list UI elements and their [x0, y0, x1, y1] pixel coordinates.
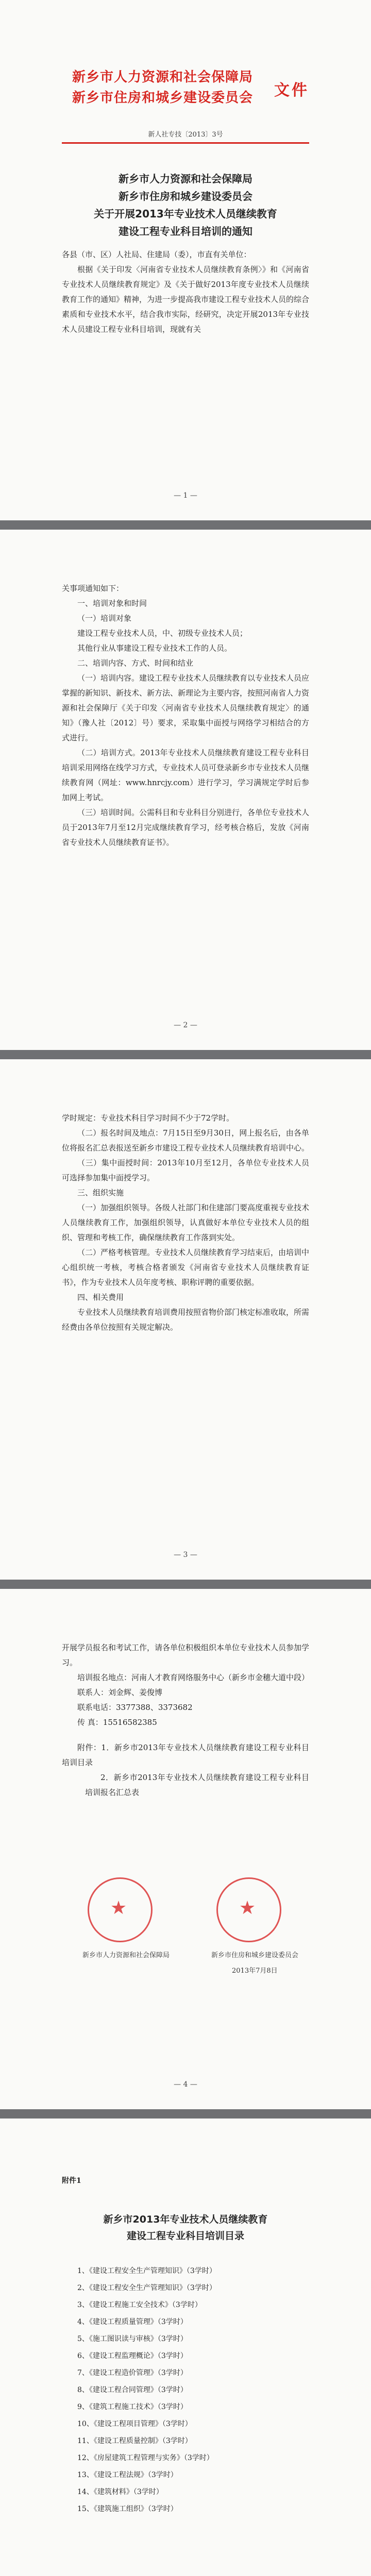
paragraph: 关事项通知如下：	[62, 584, 124, 593]
list-item: 15、《建筑施工组织》（3学时）	[77, 2505, 178, 2513]
section-heading: 二、培训内容、方式、时间和结业	[77, 658, 194, 668]
seal-caption-2: 新乡市住房和城乡建设委员会	[211, 1952, 299, 1959]
paragraph: 开展学员报名和考试工作，请各单位积极组织本单位专业技术人员参加学习。	[62, 1643, 310, 1667]
paragraph: 建设工程专业技术人员，中、初级专业技术人员；	[77, 629, 248, 638]
paragraph: 其他行业从事建设工程专业技术工作的人员。	[77, 643, 232, 653]
catalog-title-line-1: 新乡市2013年专业技术人员继续教育	[103, 2214, 268, 2225]
red-divider	[62, 142, 309, 144]
attachment-2: 2．新乡市2013年专业技术人员继续教育建设工程专业科目培训报名汇总表	[85, 1773, 309, 1797]
paragraph: 学时规定：专业技术科目学习时间不少于72学时。	[62, 1113, 234, 1123]
title-line-2: 新乡市住房和城乡建设委员会	[119, 190, 252, 202]
paragraph: （一）培训对象	[77, 614, 132, 623]
page-number: — 2 —	[174, 1021, 197, 1029]
header-line-2: 新乡市住房和城乡建设委员会	[72, 90, 254, 106]
official-seal-icon: ★	[216, 1877, 281, 1942]
contact-label: 联系人：	[77, 1688, 109, 1697]
paragraph: （二）培训方式。2013年专业技术人员继续教育建设工程专业科目培训采用网络在线学习方式，专业技术人员可登录新乡市专业技术人员继续教育网（网址：www.hnrcjy.com）进行学习，学习满规定学时后参加网上考试。	[62, 748, 310, 802]
page-number: — 3 —	[174, 1551, 197, 1559]
paragraph: 培训报名地点：河南人才教育网络服务中心（新乡市金穗大道中段）	[77, 1673, 310, 1682]
section-heading: 一、培训对象和时间	[77, 599, 147, 608]
list-item: 14、《建筑材料》（3学时）	[77, 2488, 163, 2496]
page-2	[0, 530, 371, 1050]
title-line-4: 建设工程专业科目培训的通知	[119, 225, 252, 238]
page-1	[0, 0, 371, 520]
paragraph: （二）严格考核管理。专业技术人员继续教育学习结束后，由培训中心组织统一考核，考核合格者颁发《河南省专业技术人员继续教育证书》，作为专业技术人员年度考核、职称评聘的重要依据。	[62, 1248, 310, 1287]
issue-date: 2013年7月8日	[232, 1967, 278, 1975]
list-item: 13、《建设工程法规》（3学时）	[77, 2471, 178, 2479]
tel-label: 联系电话：	[77, 1703, 116, 1712]
contact-line	[62, 1685, 309, 1700]
page-number: — 1 —	[174, 492, 197, 500]
list-item: 7、《建设工程造价管理》（3学时）	[77, 2369, 188, 2377]
paragraph: （三）集中面授时间：2013年10月至12月，各单位专业技术人员可选择参加集中面授学习。	[62, 1158, 309, 1182]
tel-value: 3377388、3373682	[116, 1703, 193, 1712]
section-heading: 三、组织实施	[77, 1188, 124, 1197]
page-number: — 4 —	[174, 2080, 197, 2089]
document-number: 新人社专技〔2013〕3号	[148, 131, 223, 139]
paragraph: （一）加强组织领导。各级人社部门和住建部门要高度重视专业技术人员继续教育工作，加强组织领导，认真做好本单位专业技术人员的组织、管理和考核工作，确保继续教育工作落到实处。	[62, 1203, 310, 1242]
list-item: 2、《建设工程安全生产管理知识》（3学时）	[77, 2284, 216, 2292]
body-text	[62, 581, 309, 850]
fax-line	[62, 1715, 309, 1730]
page-4	[0, 1589, 371, 2109]
list-item: 4、《建设工程质量管理》（3学时）	[77, 2318, 188, 2326]
contact-name: 刘金辉、姜俊博	[108, 1688, 163, 1697]
header-line-1: 新乡市人力资源和社会保障局	[72, 70, 254, 85]
list-item: 1、《建设工程安全生产管理知识》（3学时）	[77, 2267, 216, 2275]
page-3	[0, 1059, 371, 1580]
title-line-1: 新乡市人力资源和社会保障局	[119, 173, 252, 185]
list-item: 12、《房屋建筑工程管理与实务》（3学时）	[77, 2454, 214, 2462]
list-item: 11、《建设工程质量控制》（3学时）	[77, 2437, 192, 2445]
section-heading: 四、相关费用	[77, 1293, 124, 1302]
seal-caption-1: 新乡市人力资源和社会保障局	[82, 1952, 170, 1959]
fax-value: 15516582385	[103, 1718, 157, 1727]
catalog-title	[0, 2211, 371, 2244]
list-item: 3、《建设工程施工安全技术》（3学时）	[77, 2301, 202, 2309]
catalog-title-line-2: 建设工程专业科目培训目录	[126, 2230, 244, 2242]
body-text	[62, 247, 309, 337]
paragraph: （三）培训时间。公需科目和专业科目分别进行，各单位专业技术人员于2013年7月至12月完成继续教育学习，经考核合格后，发放《河南省专业技术人员继续教育证书》。	[62, 808, 310, 847]
fax-label: 传 真：	[77, 1718, 103, 1727]
header-word: 文件	[274, 81, 309, 99]
tel-line	[62, 1700, 309, 1715]
course-list	[77, 2263, 299, 2518]
page-5	[0, 2119, 371, 2576]
list-item: 9、《建筑工程施工技术》（3学时）	[77, 2403, 188, 2411]
salutation: 各县（市、区）人社局、住建局（委），市直有关单位：	[62, 250, 251, 259]
paragraph: 根据《关于印发〈河南省专业技术人员继续教育条例〉》和《河南省专业技术人员继续教育规定》及《关于做好2013年度专业技术人员继续教育工作的通知》精神，为进一步提高我市建设工程专业技术人员的综合素质和专业技术水平，结合我市实际，经研究，决定开展2013年专业技术人员建设工程专业科目培训，现就有关	[62, 265, 310, 334]
list-item: 8、《建设工程合同管理》（3学时）	[77, 2386, 188, 2394]
paragraph: （二）报名时间及地点：7月15日至9月30日，网上报名后，由各单位将报名汇总表报送至新乡市建设工程专业技术人员继续教育培训中心。	[62, 1128, 310, 1153]
paragraph: （一）培训内容。建设工程专业技术人员继续教育以专业技术人员应掌握的新知识、新技术、新方法、新理论为主要内容，按照河南省人力资源和社会保障厅《关于印发〈河南省专业技术人员继续教育规定〉的通知》（豫人社〔2012〕号）要求，采取集中面授与网络学习相结合的方式进行。	[62, 673, 310, 742]
attachment-1: 附件：1．新乡市2013年专业技术人员继续教育建设工程专业科目培训目录	[62, 1743, 309, 1767]
red-header	[72, 67, 309, 113]
paragraph: 专业技术人员继续教育培训费用按照省物价部门核定标准收取，所需经费由各单位按照有关规定解决。	[62, 1308, 310, 1332]
list-item: 5、《施工图识读与审核》（3学时）	[77, 2335, 188, 2343]
official-seal-icon: ★	[88, 1877, 153, 1942]
list-item: 10、《建设工程项目管理》（3学时）	[77, 2420, 192, 2428]
list-item: 6、《建设工程监理概论》（3学时）	[77, 2352, 188, 2360]
body-text	[62, 1111, 309, 1335]
title-line-3: 关于开展2013年专业技术人员继续教育	[94, 208, 277, 220]
body-text	[62, 1640, 309, 1800]
attachment-label: 附件1	[62, 2177, 81, 2185]
document-title	[0, 170, 371, 240]
